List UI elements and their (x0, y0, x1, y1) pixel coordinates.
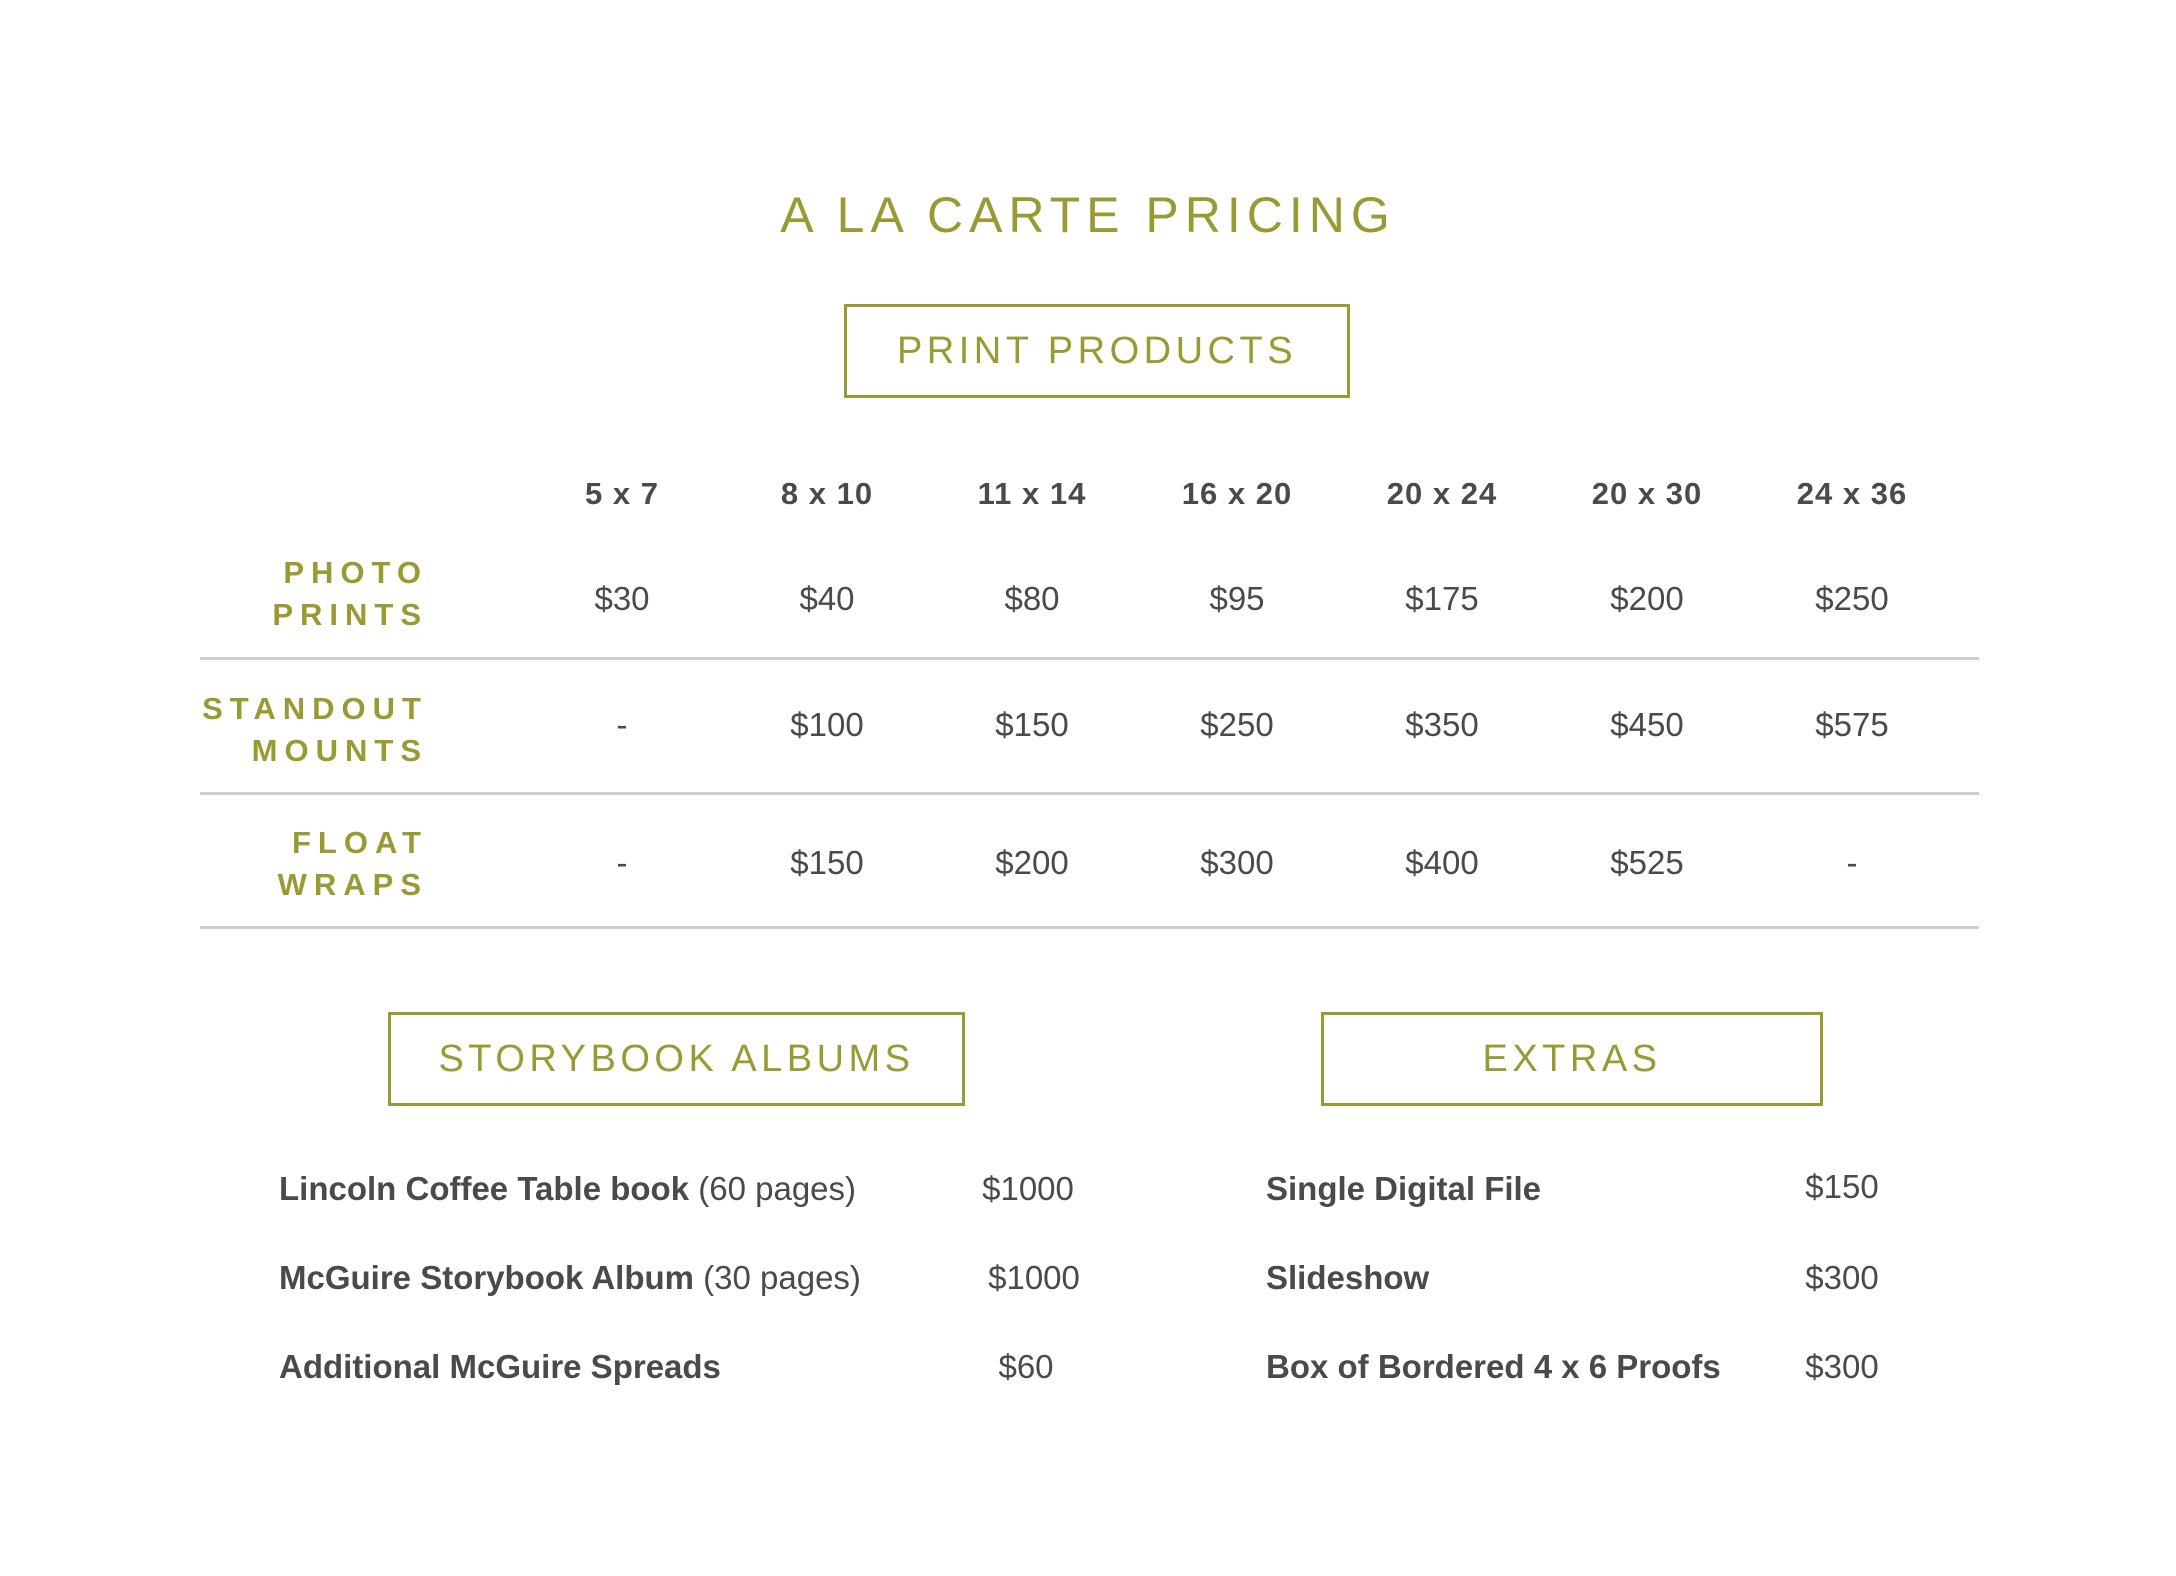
price-cell: $30 (594, 580, 650, 617)
extra-price: $300 (1805, 1348, 1879, 1385)
size-header: 20 x 24 (1386, 476, 1498, 511)
row-divider (200, 792, 1979, 795)
price-cell: $150 (995, 706, 1069, 743)
album-note: (30 pages) (703, 1259, 861, 1296)
price-cell: $250 (1815, 580, 1889, 617)
size-header: 5 x 7 (585, 476, 659, 511)
row-label-line: WRAPS (277, 867, 428, 902)
price-cell: $100 (790, 706, 864, 743)
album-price: $1000 (982, 1170, 1074, 1207)
extra-item-name: Single Digital File (1266, 1170, 1542, 1207)
album-item-name (279, 1259, 861, 1297)
price-cell: $40 (799, 580, 855, 617)
row-label-photo-prints (108, 552, 428, 636)
price-cell: - (616, 844, 628, 881)
price-cell: $350 (1405, 706, 1479, 743)
extra-item-name: Slideshow (1266, 1259, 1430, 1296)
price-cell: $150 (790, 844, 864, 881)
row-label-line: PRINTS (272, 597, 428, 632)
price-cell: $200 (1610, 580, 1684, 617)
row-label-line: FLOAT (291, 825, 428, 860)
size-header: 11 x 14 (977, 476, 1087, 511)
row-label-standout-mounts (108, 688, 428, 772)
album-note: (60 pages) (698, 1170, 857, 1207)
extra-price: $150 (1805, 1168, 1879, 1205)
page-title: A LA CARTE PRICING (780, 187, 1396, 243)
size-header: 24 x 36 (1796, 476, 1908, 511)
extra-price: $300 (1805, 1259, 1879, 1296)
size-header: 16 x 20 (1181, 476, 1293, 511)
extras-heading: EXTRAS (1321, 1012, 1823, 1106)
row-label-line: STANDOUT (202, 691, 428, 726)
price-cell: - (1846, 844, 1858, 881)
row-label-float-wraps (108, 822, 428, 906)
price-cell: $450 (1610, 706, 1684, 743)
price-cell: $300 (1200, 844, 1274, 881)
price-cell: $525 (1610, 844, 1684, 881)
price-cell: $175 (1405, 580, 1479, 617)
price-cell: $80 (1004, 580, 1060, 617)
album-price: $1000 (988, 1259, 1080, 1296)
album-item-name (279, 1170, 856, 1208)
price-cell: $200 (995, 844, 1069, 881)
price-cell: $575 (1815, 706, 1889, 743)
album-price: $60 (998, 1348, 1054, 1385)
row-divider (200, 926, 1979, 929)
album-item-name (279, 1348, 721, 1386)
print-products-heading: PRINT PRODUCTS (844, 304, 1350, 398)
row-label-line: PHOTO (283, 555, 428, 590)
price-cell: $400 (1405, 844, 1479, 881)
size-header: 20 x 30 (1591, 476, 1703, 511)
size-header: 8 x 10 (780, 476, 874, 511)
row-label-line: MOUNTS (251, 733, 428, 768)
price-cell: $250 (1200, 706, 1274, 743)
album-name: Additional McGuire Spreads (279, 1348, 721, 1385)
album-name: Lincoln Coffee Table book (279, 1170, 690, 1207)
row-divider (200, 657, 1979, 660)
album-name: McGuire Storybook Album (279, 1259, 694, 1296)
storybook-albums-heading: STORYBOOK ALBUMS (388, 1012, 965, 1106)
price-cell: - (616, 706, 628, 743)
extra-item-name: Box of Bordered 4 x 6 Proofs (1266, 1348, 1721, 1385)
price-cell: $95 (1209, 580, 1265, 617)
